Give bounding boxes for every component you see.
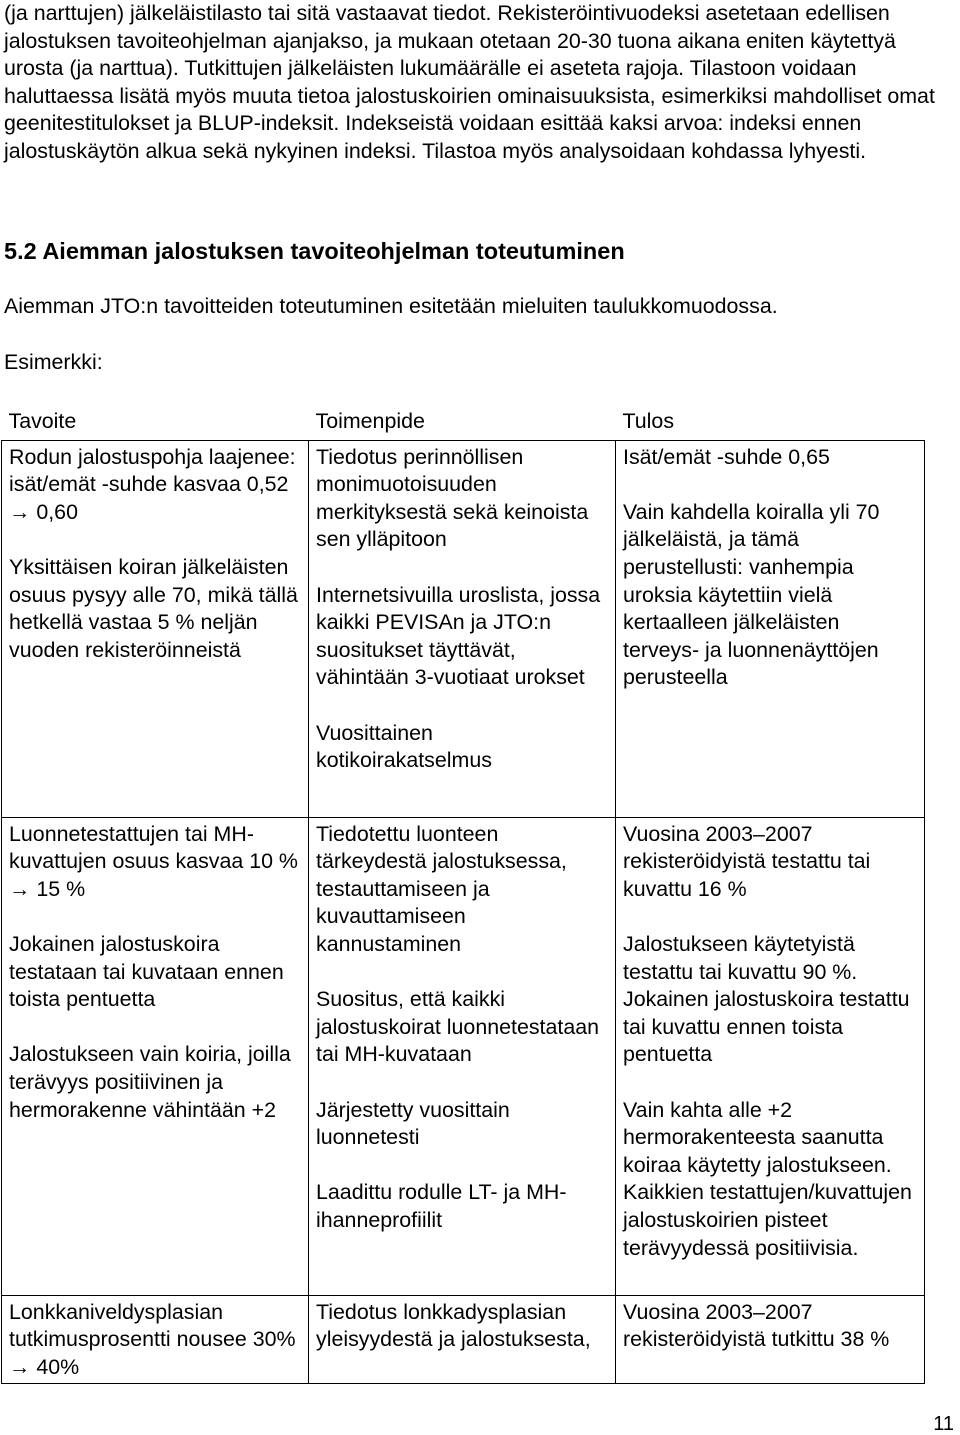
lead-paragraph: Aiemman JTO:n tavoitteiden toteutuminen esitetään mieluiten taulukkomuodossa. [4, 294, 778, 318]
table-cell [309, 817, 616, 1295]
table-row [2, 817, 925, 1295]
table-cell [616, 440, 925, 817]
table-row [2, 440, 925, 817]
table-cell [2, 817, 309, 1295]
page-number: 11 [933, 1413, 954, 1435]
table-cell [309, 1295, 616, 1384]
cell-text: Luonnetestattujen tai MH-kuvattujen osuus kasvaa 10 % → 15 % Jokainen jalostuskoira testataan tai kuvataan ennen toista pentuetta Jalostukseen vain koiria, joilla terävyys positiivinen ja hermorakenne vähintään +2 [9, 821, 298, 1122]
header-goal: Tavoite [8, 409, 77, 433]
example-label: Esimerkki: [4, 350, 103, 374]
header-action: Toimenpide [315, 409, 425, 433]
cell-text: Tiedotus perinnöllisen monimuotoisuuden merkityksestä sekä keinoista sen ylläpitoon Internetsivuilla uroslista, jossa kaikki PEVISAn ja JTO:n suositukset täyttävät, vähintään 3-vuotiaat urokset Vuosittainen kotikoirakatselmus [316, 444, 601, 773]
table-cell [2, 1295, 309, 1384]
table-cell [616, 817, 925, 1295]
goals-table [1, 404, 925, 1384]
cell-text: Lonkkaniveldysplasian tutkimusprosentti nousee 30% → 40% [9, 1299, 296, 1379]
table-row [2, 1295, 925, 1384]
section-heading: 5.2 Aiemman jalostuksen tavoiteohjelman toteutuminen [4, 238, 625, 264]
table-cell [2, 440, 309, 817]
cell-text: Vuosina 2003–2007 rekisteröidyistä tutkittu 38 % [623, 1299, 890, 1352]
cell-text: Vuosina 2003–2007 rekisteröidyistä testattu tai kuvattu 16 % Jalostukseen käytetyistä testattu tai kuvattu 90 %. Jokainen jalostuskoira testattu tai kuvattu ennen toista pentuetta Vain kahta alle +2 hermorakenteesta saanutta koiraa käytetty jalostukseen. Kaikkien testattujen/kuvattujen jalostuskoirien pisteet terävyydessä positiivisia. [623, 821, 912, 1260]
cell-text: Rodun jalostuspohja laajenee: isät/emät -suhde kasvaa 0,52 → 0,60 Yksittäisen koiran jälkeläisten osuus pysyy alle 70, mikä tällä hetkellä vastaa 5 % neljän vuoden rekisteröinneistä [9, 444, 298, 662]
cell-text: Tiedotettu luonteen tärkeydestä jalostuksessa, testauttamiseen ja kuvauttamiseen kannustaminen Suositus, että kaikki jalostuskoirat luonnetestataan tai MH-kuvataan Järjestetty vuosittain luonnetesti Laadittu rodulle LT- ja MH-ihanneprofiilit [316, 821, 600, 1232]
header-result: Tulos [622, 409, 675, 433]
table-header-row [2, 404, 925, 440]
table-cell [309, 440, 616, 817]
table-cell [616, 1295, 925, 1384]
cell-text: Tiedotus lonkkadysplasian yleisyydestä ja jalostuksesta, [316, 1299, 591, 1352]
cell-text: Isät/emät -suhde 0,65 Vain kahdella koiralla yli 70 jälkeläistä, ja tämä perustellusti: vanhempia uroksia käytettiin vielä kertaalleen jälkeläisten terveys- ja luonnenäyttöjen perusteella [623, 444, 880, 690]
intro-paragraph: (ja narttujen) jälkeläistilasto tai sitä vastaavat tiedot. Rekisteröintivuodeksi asetetaan edellisen jalostuksen tavoiteohjelman ajanjakso, ja mukaan otetaan 20-30 tuona aikana eniten käytettyä urosta (ja narttua). Tutkittujen jälkeläisten lukumäärälle ei aseteta rajoja. Tilastoon voidaan haluttaessa lisätä myös muuta tietoa jalostuskoirien ominaisuuksista, esimerkiksi mahdolliset omat geenitestitulokset ja BLUP-indeksit. Indekseistä voidaan esittää kaksi arvoa: indeksi ennen jalostuskäytön alkua sekä nykyinen indeksi. Tilastoa myös analysoidaan kohdassa lyhyesti. [4, 1, 935, 163]
